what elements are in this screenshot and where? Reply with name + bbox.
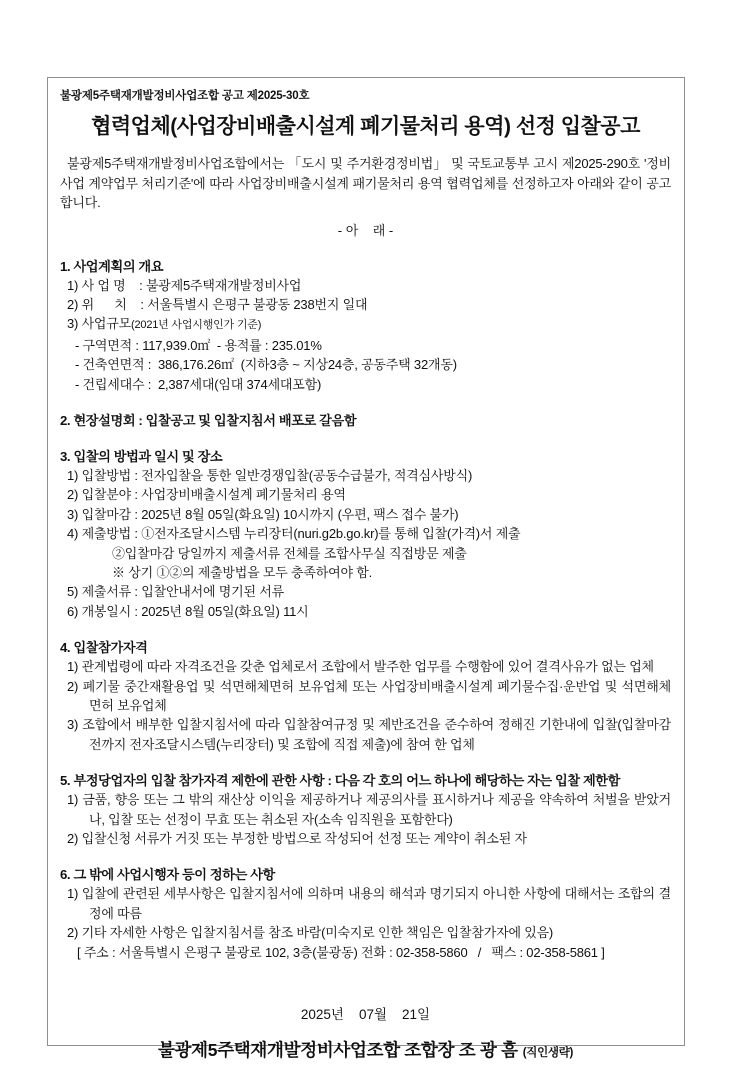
section-1-heading: 1. 사업계획의 개요 (60, 258, 164, 274)
section-bid-method (60, 447, 671, 621)
section-restrictions (60, 771, 671, 848)
section-2-heading: 2. 현장설명회 : 입찰공고 및 입찰지침서 배포로 갈음함 (60, 412, 357, 428)
bid-method-line: 1) 입찰방법 : 전자입찰을 통한 일반경쟁입찰(공동수급불가, 적격심사방식) (67, 467, 473, 483)
submission-docs-line: 5) 제출서류 : 입찰안내서에 명기된 서류 (67, 584, 285, 600)
doc-number: 불광제5주택재개발정비사업조합 공고 제2025-30호 (60, 90, 310, 102)
misc-item-2: 2) 기타 자세한 사항은 입찰지침서를 참조 바람(미숙지로 인한 책임은 입찰참가자에 있음) (67, 925, 554, 941)
bid-field-line: 2) 입찰분야 : 사업장비배출시설계 폐기물처리 용역 (67, 487, 346, 503)
project-scale-note: (2021년 사업시행인가 기준) (131, 319, 262, 332)
project-location-line: 2) 위 치 : 서울특별시 은평구 불광동 238번지 일대 (67, 296, 368, 312)
submission-method-line: 4) 제출방법 : ①전자조달시스템 누리장터(nuri.g2b.go.kr)를 통해 입찰(가격)서 제출 (67, 526, 521, 542)
signature-line (60, 1037, 671, 1066)
section-6-heading: 6. 그 밖에 사업시행자 등이 정하는 사항 (60, 867, 275, 883)
section-site-briefing (60, 411, 671, 430)
eligibility-item-1: 1) 관계법령에 따라 자격조건을 갖춘 업체로서 조합에서 발주한 업무를 수행함에 있어 결격사유가 없는 업체 (67, 659, 654, 675)
seal-omitted-note: (직인생략) (522, 1047, 574, 1060)
document-frame (47, 77, 685, 1061)
signature-text: 불광제5주택재개발정비사업조합 조합장 조 광 흠 (157, 1040, 518, 1061)
section-5-heading: 5. 부정당업자의 입찰 참가자격 제한에 관한 사항 : 다음 각 호의 어느 하나에 해당하는 자는 입찰 제한함 (60, 773, 620, 789)
project-scale-line (60, 314, 671, 335)
section-4-heading: 4. 입찰참가자격 (60, 640, 148, 656)
household-count-line: - 건립세대수 : 2,387세대(임대 374세대포함) (75, 376, 322, 392)
eligibility-item-3: 3) 조합에서 배부한 입찰지침서에 따라 입찰참여규정 및 제반조건을 준수하여 정해진 기한내에 입찰(입찰마감 전까지 전자조달시스템(누리장터) 및 조합에 직접 제출)에 참여 한 업체 (67, 717, 675, 752)
below-marker: - 아 래 - (337, 222, 394, 238)
date-line: 2025년 07월 21일 (300, 1007, 431, 1023)
intro-paragraph: 불광제5주택재개발정비사업조합에서는 「도시 및 주거환경정비법」 및 국토교통부 고시 제2025-290호 '정비사업 계약업무 처리기준'에 따라 사업장비배출시설계 패기물처리 용역 협력업체를 선정하고자 아래와 같이 공고합니다. (60, 156, 671, 210)
contact-address-line: [ 주소 : 서울특별시 은평구 불광로 102, 3층(불광동) 전화 : 02-358-5860 / 팩스 : 02-358-5861 ] (77, 944, 605, 960)
floor-area-line: - 건축연면적 : 386,176.26㎡ (지하3층 ~ 지상24층, 공동주택 32개동) (75, 357, 457, 373)
page-title: 협력업체(사업장비배출시설계 폐기물처리 용역) 선정 입찰공고 (91, 115, 640, 138)
section-project-overview (60, 257, 671, 394)
opening-datetime-line: 6) 개봉일시 : 2025년 8월 05일(화요일) 11시 (67, 603, 309, 619)
eligibility-item-2: 2) 폐기물 중간재활용업 및 석면해체면허 보유업체 또는 사업장비배출시설계 폐기물수집·운반업 및 석면해체 면허 보유업체 (67, 678, 675, 713)
restriction-item-1: 1) 금품, 향응 또는 그 밖의 재산상 이익을 제공하거나 제공의사를 표시하거나 제공을 약속하여 처벌을 받았거나, 입찰 또는 선정이 무효 또는 취소된 자(소속 임직원을 포함한다) (67, 792, 671, 827)
project-scale-label: 3) 사업규모 (67, 316, 132, 332)
misc-item-1: 1) 입찰에 관련된 세부사항은 입찰지침서에 의하며 내용의 해석과 명기되지 아니한 사항에 대해서는 조합의 결정에 따름 (67, 886, 671, 921)
bid-deadline-line: 3) 입찰마감 : 2025년 8월 05일(화요일) 10시까지 (우편, 팩스 접수 불가) (67, 506, 459, 522)
district-area-line: - 구역면적 : 117,939.0㎡ - 용적률 : 235.01% (75, 337, 322, 353)
section-eligibility (60, 638, 675, 754)
section-misc (60, 865, 671, 962)
project-name-line: 1) 사 업 명 : 불광제5주택재개발정비사업 (67, 277, 302, 293)
restriction-item-2: 2) 입찰신청 서류가 거짓 또는 부정한 방법으로 작성되어 선정 또는 계약이 취소된 자 (67, 831, 527, 847)
section-3-heading: 3. 입찰의 방법과 일시 및 장소 (60, 448, 223, 464)
submission-note-line: ※ 상기 ①②의 제출방법을 모두 충족하여야 함. (112, 564, 373, 580)
submission-method-sub-line: ②입찰마감 당일까지 제출서류 전체를 조합사무실 직접방문 제출 (112, 545, 467, 561)
